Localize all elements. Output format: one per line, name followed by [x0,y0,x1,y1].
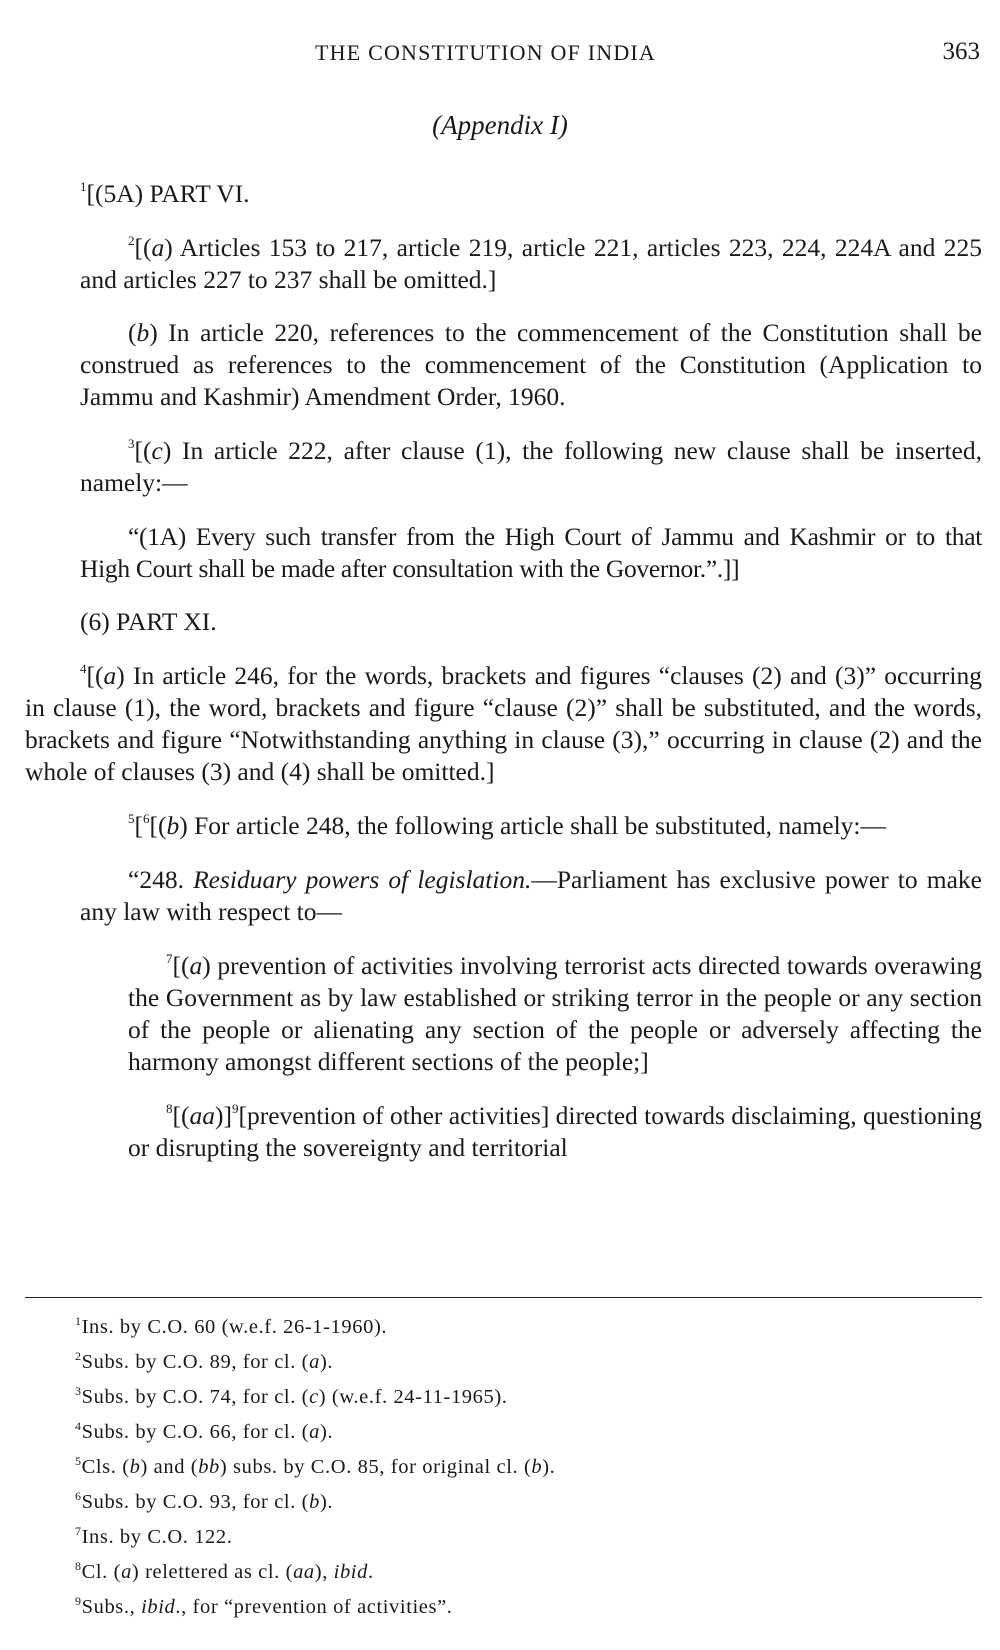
footnote-2: $^2$Subs. by C.O. 89, for cl. (a). [75,1349,334,1373]
footnote-ref: 6 [143,811,150,826]
footnote-ref: 8 [166,1101,173,1116]
article-248-residuary-powers: “248. Residuary powers of legislation.—Parliament has exclusive power to make any law with respect to— [80,865,982,926]
clause-1a-quote: “(1A) Every such transfer from the High Court of Jammu and Kashmir or to that High Court shall be made after consultation with the Governor.”.]] [80,522,982,583]
appendix-label: (Appendix I) [432,110,568,140]
footnote-number: 4 [75,1419,82,1433]
clause-b-article-248: $^5$[$^6$[(b) For article 248, the following article shall be substituted, namely:— [128,811,886,840]
footnote-4: $^4$Subs. by C.O. 66, for cl. (a). [75,1419,334,1443]
footnote-number: 1 [75,1314,82,1328]
footnote-number: 9 [75,1594,82,1608]
footnote-divider [25,1297,982,1298]
part-xi-heading: (6) PART XI. [80,607,217,636]
footnote-ref: 1 [80,179,87,194]
clause-a-articles-omitted: $^2$[(a) Articles 153 to 217, article 219, article 221, articles 223, 224, 224A and 225 and articles 227 to 237 shall be omitted.] [80,233,982,294]
footnote-number: 5 [75,1454,82,1468]
footnote-ref: 4 [80,661,87,676]
clause-c-article-222: $^3$[(c) In article 222, after clause (1), the following new clause shall be inserted, namely:— [80,436,982,497]
footnote-number: 3 [75,1384,82,1398]
page-number: 363 [942,38,980,65]
footnote-number: 6 [75,1489,82,1503]
footnote-ref: 5 [128,811,135,826]
footnote-number: 8 [75,1559,82,1573]
footnote-ref: 2 [128,233,135,248]
sub-clause-aa-sovereignty: $^8[(aa)]^9[prevention$ of other activities] directed towards disclaiming, questioning or disrupting the sovereignty and territorial [128,1101,983,1162]
document-body [25,178,982,1164]
running-title: THE CONSTITUTION OF INDIA [315,40,657,65]
clause-a-article-246: $^4$[(a) In article 246, for the words, brackets and figures “clauses (2) and (3)” occurring in clause (1), the word, brackets and figure “clause (2)” shall be substituted, and the words, brackets and figure “Notwithstanding anything in clause (3),” occurring in clause (2) and the whole of clauses (3) and (4) shall be omitted.] [25,661,982,786]
footnote-5: $^5$Cls. (b) and (bb) subs. by C.O. 85, for original cl. (b). [75,1454,556,1478]
footnote-8: $^8$Cl. (a) relettered as cl. (aa), ibid. [75,1559,374,1583]
running-header [0,38,1000,70]
footnote-1: $^1$Ins. by C.O. 60 (w.e.f. 26-1-1960). [75,1314,388,1338]
footnote-3: $^3$Subs. by C.O. 74, for cl. (c) (w.e.f. 24-11-1965). [75,1384,508,1408]
footnote-ref: 9 [231,1101,239,1116]
part-vi-heading: $^1$[(5A) PART VI. [80,179,250,208]
footnote-6: $^6$Subs. by C.O. 93, for cl. (b). [75,1489,334,1513]
footnote-ref: 7 [166,951,173,966]
footnote-ref: 3 [128,436,135,451]
footnote-7: $^7$Ins. by C.O. 122. [75,1524,233,1548]
footnote-number: 7 [75,1524,82,1538]
footnote-9: $^9$Subs., ibid., for “prevention of activities”. [75,1594,453,1618]
sub-clause-a-terrorist-acts: $^7$[(a) prevention of activities involving terrorist acts directed towards overawing the Government as by law established or striking terror in the people or any section of the people or alienating any section of the people or adversely affecting the harmony amongst different sections of the people;] [128,951,982,1076]
clause-b-article-220: (b) In article 220, references to the commencement of the Constitution shall be construed as references to the commencement of the Constitution (Application to Jammu and Kashmir) Amendment Order, 1960. [80,318,982,411]
footnote-number: 2 [75,1349,82,1363]
footnotes [75,1310,955,1625]
